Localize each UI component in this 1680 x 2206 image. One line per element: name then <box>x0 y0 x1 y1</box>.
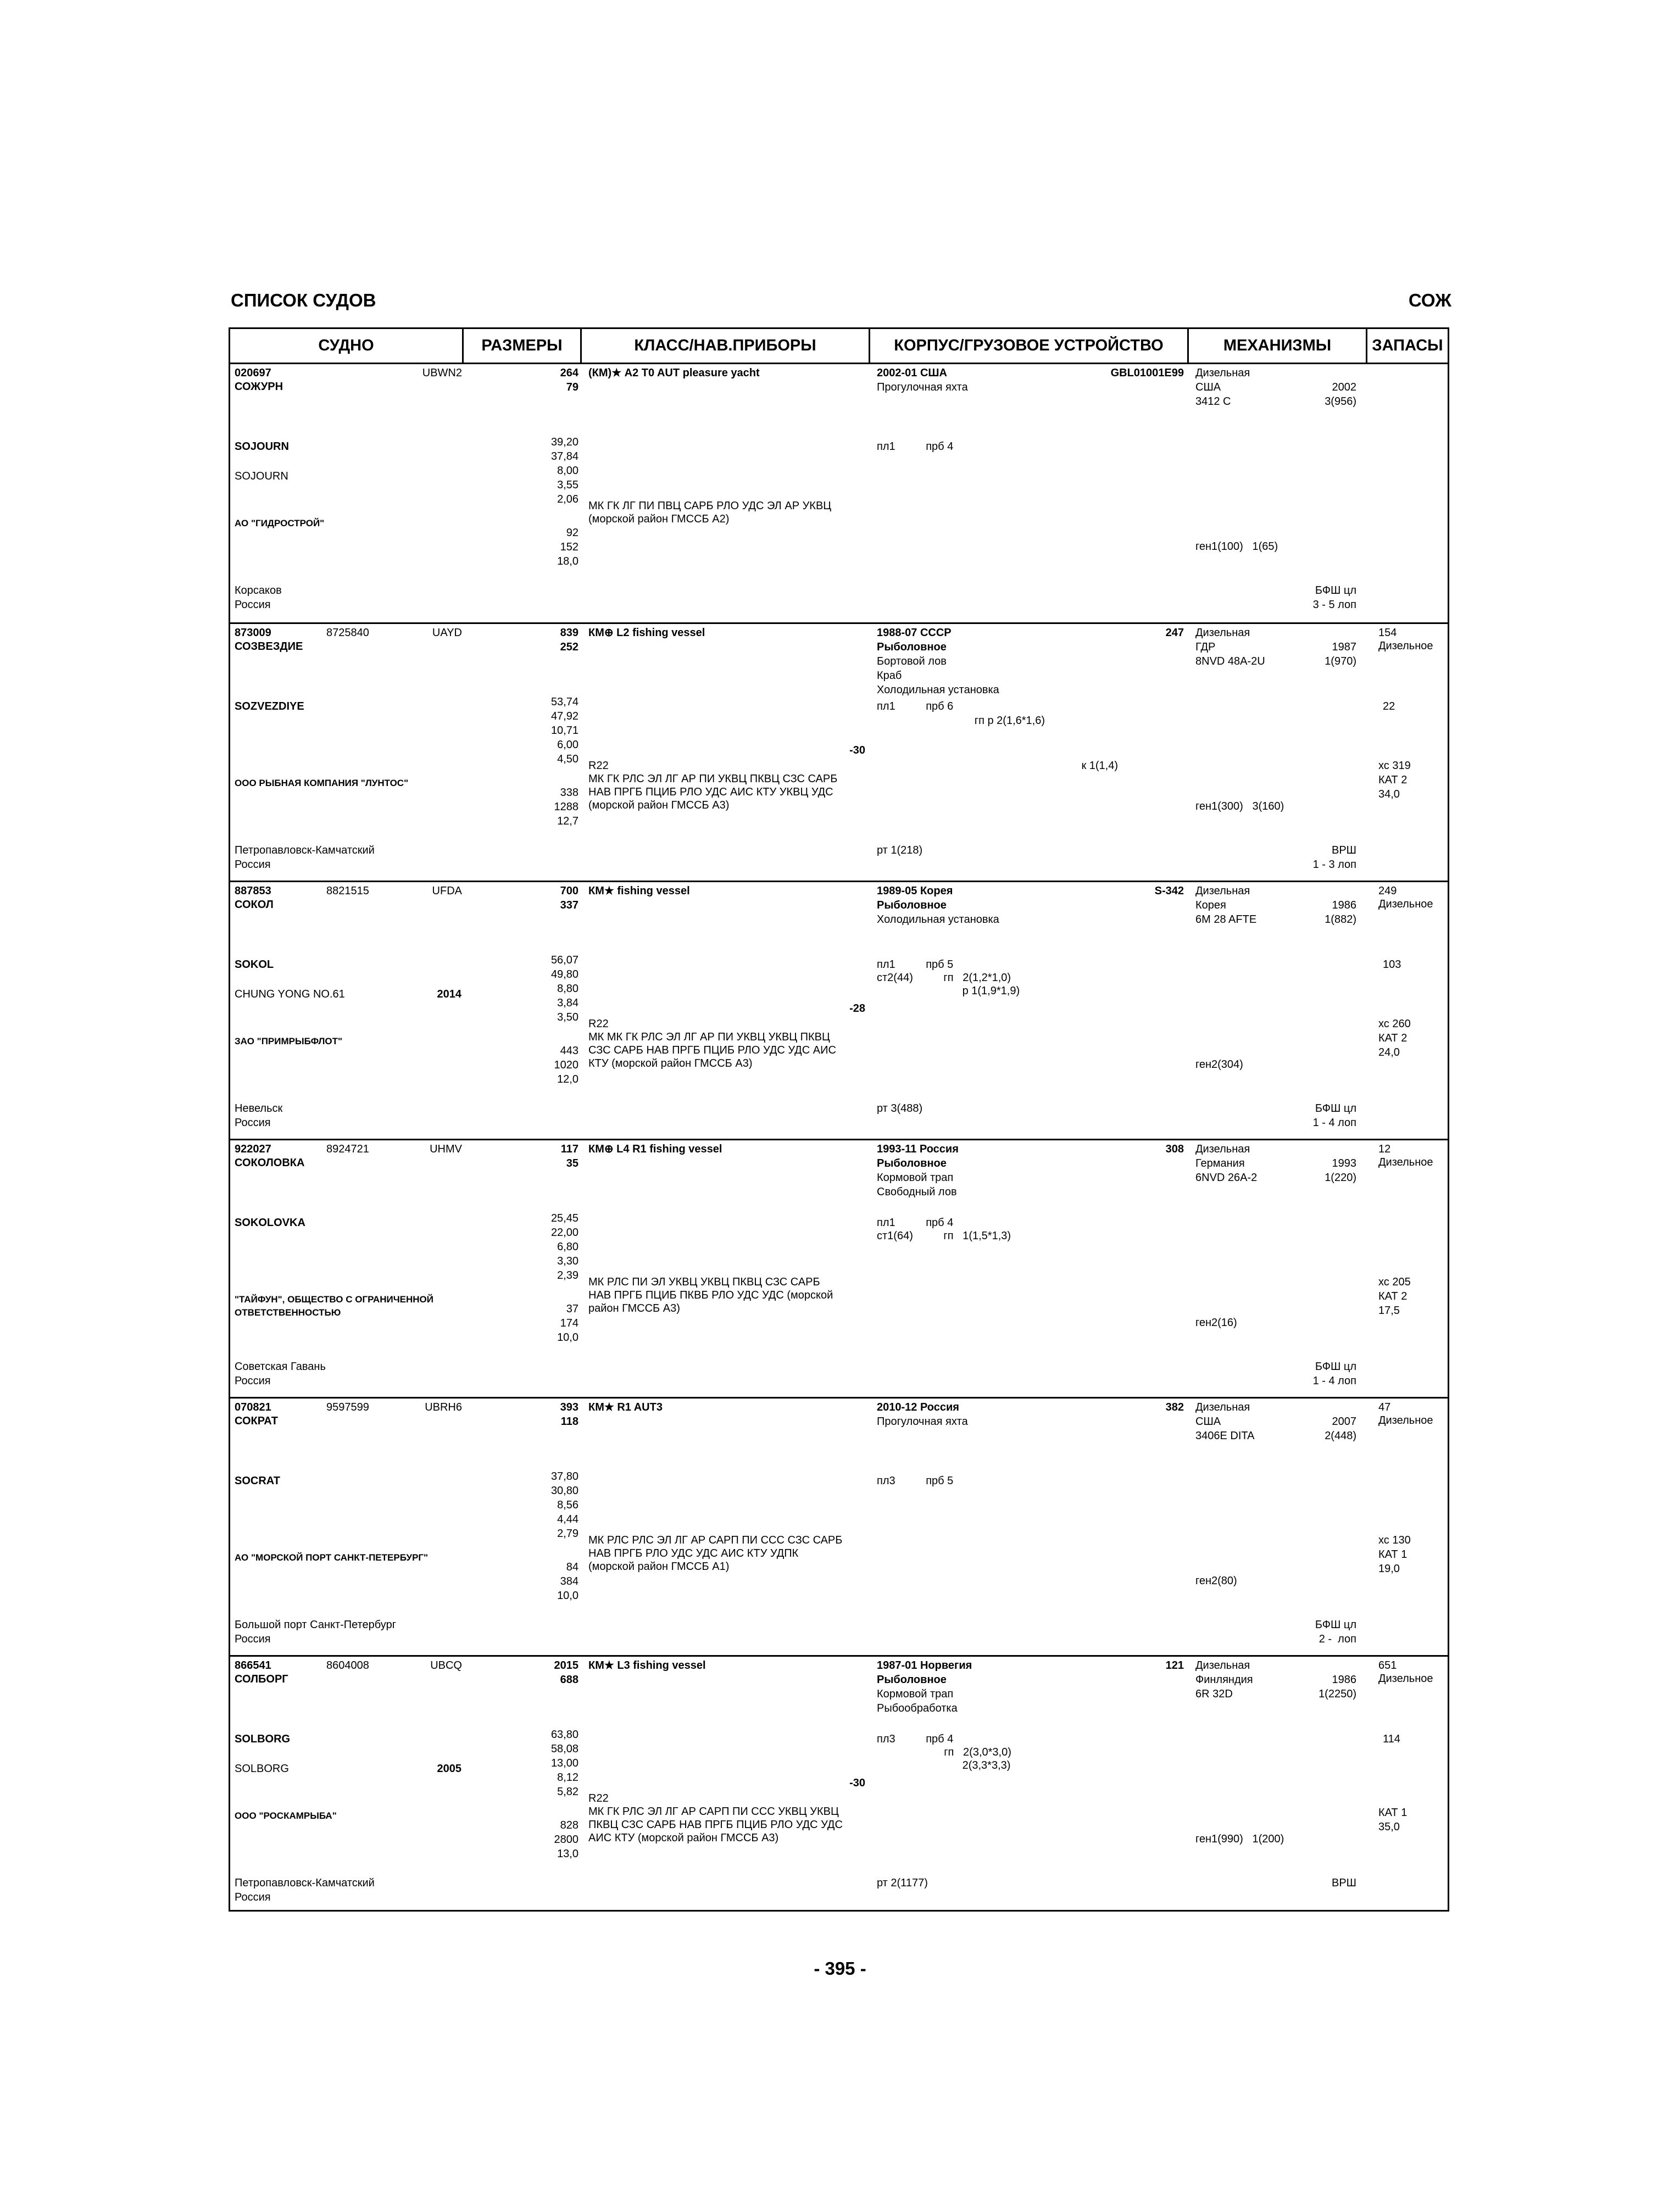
ship-name: СОЖУРН <box>235 381 283 393</box>
call-sign: UBWN2 <box>422 367 462 379</box>
owner-name: "ТАЙФУН", ОБЩЕСТВО С ОГРАНИЧЕННОЙ ОТВЕТСТВЕННОСТЬЮ <box>235 1294 433 1318</box>
engine-info: 3406E DITA <box>1195 1430 1255 1442</box>
ship-record <box>230 1139 1448 1397</box>
supply-value: хс 205 <box>1378 1276 1411 1288</box>
capacity-value: 10,0 <box>557 1590 578 1602</box>
reg-number: 020697 <box>235 367 271 379</box>
capacity-value: 174 <box>560 1317 578 1329</box>
col-header-hull: КОРПУС/ГРУЗОВОЕ УСТРОЙСТВО <box>870 329 1189 364</box>
engine-year: 1986 <box>1332 1674 1356 1686</box>
hull-built: 1988-07 СССР <box>877 627 952 639</box>
engine-power: 2(448) <box>1325 1430 1356 1442</box>
call-sign: UHMV <box>430 1143 462 1155</box>
latin-name: SOKOL <box>235 959 274 971</box>
hull-bottom: рт 3(488) <box>877 1102 923 1115</box>
propeller-type: БФШ цл <box>1315 1361 1356 1373</box>
supply-value: КАТ 1 <box>1378 1548 1408 1561</box>
generator-info: ген1(100) 1(65) <box>1195 541 1278 553</box>
generator-info: ген2(16) <box>1195 1317 1237 1329</box>
engine-power: 1(882) <box>1325 913 1356 926</box>
nav-equipment: R22 МК ГК РЛС ЭЛ ЛГ АР САРП ПИ ССС УКВЦ УКВЦ ПКВЦ СЗС САРБ НАВ ПРГБ ПЦИБ РЛО УДС УДС АИС КТУ (морской район ГМССБ A3) <box>588 1792 843 1844</box>
hull-bottom: рт 2(1177) <box>877 1877 928 1889</box>
dimension-value: 39,20 <box>550 436 578 448</box>
hatch-info: гп р 2(1,6*1,6) <box>877 715 1045 727</box>
call-sign: UAYD <box>432 627 462 639</box>
propeller-blades: 1 - 3 лоп <box>1312 859 1356 871</box>
class-notation: КМ★ L3 fishing vessel <box>588 1659 706 1672</box>
former-year: 2005 <box>437 1763 461 1775</box>
supply-value: КАТ 2 <box>1378 1290 1408 1302</box>
supply-value: хс 260 <box>1378 1018 1411 1030</box>
owner-name: ЗАО "ПРИМРЫБФЛОТ" <box>235 1036 343 1046</box>
engine-info: 6M 28 AFTE <box>1195 913 1257 926</box>
supply-value: 35,0 <box>1378 1821 1400 1833</box>
owner-name: ООО "РОСКАМРЫБА" <box>235 1811 337 1821</box>
call-sign: UFDA <box>432 885 462 897</box>
reg-number: 887853 <box>235 885 271 897</box>
former-year: 2014 <box>437 988 461 1000</box>
dimension-value: 3,84 <box>557 997 578 1009</box>
generator-info: ген2(80) <box>1195 1575 1237 1587</box>
col-header-ship: СУДНО <box>230 329 464 364</box>
imo-number: 8725840 <box>326 627 369 639</box>
water-supply: 114 <box>1383 1733 1400 1745</box>
hull-info: Бортовой лов <box>877 655 947 667</box>
call-sign: UBCQ <box>430 1659 462 1672</box>
nav-equipment: R22 МК МК ГК РЛС ЭЛ ЛГ АР ПИ УКВЦ УКВЦ ПКВЦ СЗС САРБ НАВ ПРГБ ПЦИБ РЛО УДС УДС АИС КТУ (морской район ГМССБ A3) <box>588 1018 836 1069</box>
engine-info: Дизельная <box>1195 1401 1250 1413</box>
ship-record <box>230 1655 1448 1913</box>
fuel-supply: 154 Дизельное <box>1378 627 1433 652</box>
class-notation: (КМ)★ A2 T0 AUT pleasure yacht <box>588 367 760 379</box>
capacity-value: 84 <box>566 1561 578 1573</box>
ship-name: СОКРАТ <box>235 1415 278 1427</box>
call-sign: UBRH6 <box>425 1401 462 1413</box>
ship-record <box>230 881 1448 1139</box>
fuel-supply: 12 Дизельное <box>1378 1143 1433 1168</box>
imo-number: 8821515 <box>326 885 369 897</box>
country: Россия <box>235 1375 271 1387</box>
capacity-value: 18,0 <box>557 555 578 567</box>
capacity-value: 13,0 <box>557 1848 578 1860</box>
propeller-blades: 1 - 4 лоп <box>1312 1117 1356 1129</box>
tonnage-value: 252 <box>560 641 578 653</box>
reg-number: 922027 <box>235 1143 271 1155</box>
class-notation: КМ★ R1 AUT3 <box>588 1401 663 1413</box>
dimension-value: 5,82 <box>557 1786 578 1798</box>
fuel-supply: 249 Дизельное <box>1378 885 1433 910</box>
capacity-value: 152 <box>560 541 578 553</box>
tonnage-value: 393 <box>560 1401 578 1413</box>
latin-name: SOZVEZDIYE <box>235 700 304 712</box>
former-name: SOJOURN <box>235 470 288 482</box>
supply-value: КАТ 2 <box>1378 1032 1408 1044</box>
ship-name: СОКОЛОВКА <box>235 1157 305 1169</box>
former-name: SOLBORG <box>235 1763 289 1775</box>
capacity-value: 2800 <box>554 1834 578 1846</box>
propeller-blades: 2 - лоп <box>1319 1633 1356 1645</box>
generator-info: ген2(304) <box>1195 1059 1243 1071</box>
ship-record <box>230 622 1448 881</box>
imo-number: 8604008 <box>326 1659 369 1672</box>
dimension-value: 8,00 <box>557 465 578 477</box>
latin-name: SOLBORG <box>235 1733 291 1745</box>
class-notation: КМ⊕ L2 fishing vessel <box>588 627 705 639</box>
engine-info: США <box>1195 1416 1221 1428</box>
dimension-value: 3,50 <box>557 1011 578 1023</box>
hull-code: S-342 <box>1154 885 1184 897</box>
hull-info: Кормовой трап <box>877 1688 954 1700</box>
country: Россия <box>235 1117 271 1129</box>
latin-name: SOCRAT <box>235 1475 280 1487</box>
reg-number: 866541 <box>235 1659 271 1672</box>
engine-power: 1(2250) <box>1319 1688 1356 1700</box>
nav-equipment: R22 МК ГК РЛС ЭЛ ЛГ АР ПИ УКВЦ ПКВЦ СЗС САРБ НАВ ПРГБ ПЦИБ РЛО УДС АИС КТУ УКВЦ УДС (морской район ГМССБ A3) <box>588 760 838 811</box>
dimension-value: 37,80 <box>550 1470 578 1483</box>
propeller-type: ВРШ <box>1331 1877 1356 1889</box>
dimension-value: 2,39 <box>557 1269 578 1282</box>
dimension-value: 53,74 <box>550 696 578 708</box>
engine-power: 3(956) <box>1325 395 1356 408</box>
tonnage-value: 117 <box>560 1143 578 1155</box>
dimension-value: 13,00 <box>550 1757 578 1769</box>
imo-number: 9597599 <box>326 1401 369 1413</box>
owner-name: АО "МОРСКОЙ ПОРТ САНКТ-ПЕТЕРБУРГ" <box>235 1552 429 1563</box>
latin-name: SOJOURN <box>235 441 289 453</box>
reg-number: 070821 <box>235 1401 271 1413</box>
page-header-title: СПИСОК СУДОВ <box>231 290 376 310</box>
tonnage-value: 79 <box>566 381 578 393</box>
engine-info: Дизельная <box>1195 1659 1250 1672</box>
page-header-key: СОЖ <box>1408 290 1451 310</box>
ship-record <box>230 364 1448 622</box>
engine-info: 6NVD 26A-2 <box>1195 1172 1258 1184</box>
dimension-value: 6,80 <box>557 1241 578 1253</box>
engine-info: 6R 32D <box>1195 1688 1233 1700</box>
supply-value: хс 319 <box>1378 760 1411 772</box>
engine-info: Германия <box>1195 1157 1245 1169</box>
engine-year: 1986 <box>1332 899 1356 911</box>
engine-info: Корея <box>1195 899 1226 911</box>
hull-info: Кормовой трап <box>877 1172 954 1184</box>
dimension-value: 6,00 <box>557 739 578 751</box>
supply-value: КАТ 1 <box>1378 1807 1408 1819</box>
tonnage-value: 337 <box>560 899 578 911</box>
hull-info: Прогулочная яхта <box>877 381 968 393</box>
latin-name: SOKOLOVKA <box>235 1217 305 1229</box>
hull-code: GBL01001E99 <box>1110 367 1184 379</box>
capacity-value: 1020 <box>554 1059 578 1071</box>
generator-info: ген1(300) 3(160) <box>1195 800 1284 812</box>
owner-name: ООО РЫБНАЯ КОМПАНИЯ "ЛУНТОС" <box>235 778 409 788</box>
tonnage-value: 264 <box>560 367 578 379</box>
hull-info: Рыболовное <box>877 1157 947 1169</box>
fuel-supply: 47 Дизельное <box>1378 1401 1433 1427</box>
engine-year: 2002 <box>1332 381 1356 393</box>
hull-info: Холодильная установка <box>877 913 999 926</box>
engine-info: Финляндия <box>1195 1674 1253 1686</box>
home-port: Невельск <box>235 1102 283 1115</box>
engine-info: ГДР <box>1195 641 1216 653</box>
engine-power: 1(220) <box>1325 1172 1356 1184</box>
capacity-value: 384 <box>560 1575 578 1587</box>
hull-built: 1989-05 Корея <box>877 885 953 897</box>
propeller-type: ВРШ <box>1331 844 1356 856</box>
hull-built: 1987-01 Норвегия <box>877 1659 972 1672</box>
dimension-value: 8,80 <box>557 983 578 995</box>
dimension-value: 56,07 <box>550 954 578 966</box>
dimension-value: 58,08 <box>550 1743 578 1755</box>
crane-info: к 1(1,4) <box>1081 760 1118 772</box>
ship-name: СОЗВЕЗДИЕ <box>235 640 303 653</box>
engine-power: 1(970) <box>1325 655 1356 667</box>
class-notation: КМ⊕ L4 R1 fishing vessel <box>588 1143 722 1155</box>
hull-bottom: рт 1(218) <box>877 844 923 856</box>
dimension-value: 4,44 <box>557 1513 578 1525</box>
dimension-value: 8,56 <box>557 1499 578 1511</box>
home-port: Петропавловск-Камчатский <box>235 1877 375 1889</box>
hull-built: 1993-11 Россия <box>877 1143 959 1155</box>
tonnage-value: 839 <box>560 627 578 639</box>
engine-info: Дизельная <box>1195 1143 1250 1155</box>
capacity-value: 12,7 <box>557 815 578 827</box>
propeller-type: БФШ цл <box>1315 1102 1356 1115</box>
dimension-value: 63,80 <box>550 1729 578 1741</box>
dimension-value: 37,84 <box>550 450 578 463</box>
page-number: - 395 - <box>814 1958 866 1979</box>
tonnage-value: 688 <box>560 1674 578 1686</box>
hold-info: пл1 прб 5 ст2(44) гп 2(1,2*1,0) р 1(1,9*1,9) <box>877 959 1020 997</box>
supply-value: 34,0 <box>1378 788 1400 800</box>
country: Россия <box>235 1633 271 1645</box>
hull-info: Краб <box>877 670 902 682</box>
engine-info: 8NVD 48A-2U <box>1195 655 1265 667</box>
hull-info: Рыболовное <box>877 1674 947 1686</box>
hull-info: Свободный лов <box>877 1186 957 1198</box>
former-name: CHUNG YONG NO.61 <box>235 988 345 1000</box>
dimension-value: 3,55 <box>557 479 578 491</box>
dimension-value: 25,45 <box>550 1212 578 1224</box>
nav-equipment: МК РЛС ПИ ЭЛ УКВЦ УКВЦ ПКВЦ СЗС САРБ НАВ ПРГБ ПЦИБ ПКВБ РЛО УДС УДС (морской район ГМССБ A3) <box>588 1276 833 1314</box>
dimension-value: 8,12 <box>557 1772 578 1784</box>
propeller-blades: 3 - 5 лоп <box>1312 599 1356 611</box>
engine-year: 1993 <box>1332 1157 1356 1169</box>
water-supply: 103 <box>1383 959 1401 971</box>
engine-info: 3412 C <box>1195 395 1231 408</box>
engine-info: США <box>1195 381 1221 393</box>
tonnage-value: 118 <box>560 1416 578 1428</box>
hull-info: Рыбообработка <box>877 1702 958 1714</box>
hull-built: 2002-01 США <box>877 367 947 379</box>
tonnage-value: 700 <box>560 885 578 897</box>
dimension-value: 2,06 <box>557 493 578 505</box>
dimension-value: 49,80 <box>550 968 578 981</box>
hull-code: 121 <box>1165 1659 1184 1672</box>
ship-name: СОЛБОРГ <box>235 1673 288 1685</box>
dimension-value: 10,71 <box>550 725 578 737</box>
capacity-value: 12,0 <box>557 1073 578 1085</box>
dimension-value: 47,92 <box>550 710 578 722</box>
dimension-value: 4,50 <box>557 753 578 765</box>
engine-info: Дизельная <box>1195 885 1250 897</box>
col-header-class: КЛАСС/НАВ.ПРИБОРЫ <box>582 329 870 364</box>
capacity-value: 338 <box>560 787 578 799</box>
hold-info: пл3 прб 4 гп 2(3,0*3,0) 2(3,3*3,3) <box>877 1733 1011 1772</box>
hold-info: пл3 прб 5 <box>877 1475 954 1487</box>
hull-code: 308 <box>1165 1143 1184 1155</box>
dimension-value: 2,79 <box>557 1528 578 1540</box>
col-header-supplies: ЗАПАСЫ <box>1367 329 1448 364</box>
hull-info: Рыболовное <box>877 641 947 653</box>
engine-year: 1987 <box>1332 641 1356 653</box>
hold-info: пл1 прб 6 <box>877 700 954 712</box>
capacity-value: 1288 <box>554 801 578 813</box>
home-port: Большой порт Санкт-Петербург <box>235 1619 397 1631</box>
hull-info: Холодильная установка <box>877 684 999 696</box>
fuel-supply: 651 Дизельное <box>1378 1659 1433 1685</box>
hull-built: 2010-12 Россия <box>877 1401 959 1413</box>
home-port: Советская Гавань <box>235 1361 326 1373</box>
tonnage-value: 2015 <box>554 1659 578 1672</box>
country: Россия <box>235 1891 271 1903</box>
ice-class: -28 <box>849 1002 865 1015</box>
ship-name: СОКОЛ <box>235 899 274 911</box>
country: Россия <box>235 599 271 611</box>
capacity-value: 443 <box>560 1045 578 1057</box>
supply-value: 19,0 <box>1378 1563 1400 1575</box>
hull-code: 382 <box>1165 1401 1184 1413</box>
ship-register-table <box>229 327 1449 1912</box>
tonnage-value: 35 <box>566 1157 578 1169</box>
nav-equipment: МК РЛС РЛС ЭЛ ЛГ АР САРП ПИ ССС СЗС САРБ НАВ ПРГБ РЛО УДС УДС АИС КТУ УДПК (морской район ГМССБ A1) <box>588 1534 843 1573</box>
owner-name: АО "ГИДРОСТРОЙ" <box>235 518 325 528</box>
dimension-value: 3,30 <box>557 1255 578 1267</box>
capacity-value: 10,0 <box>557 1332 578 1344</box>
ice-class: -30 <box>849 744 865 756</box>
col-header-machinery: МЕХАНИЗМЫ <box>1189 329 1367 364</box>
capacity-value: 37 <box>566 1303 578 1315</box>
propeller-blades: 1 - 4 лоп <box>1312 1375 1356 1387</box>
home-port: Корсаков <box>235 584 282 597</box>
engine-info: Дизельная <box>1195 627 1250 639</box>
supply-value: 17,5 <box>1378 1305 1400 1317</box>
propeller-type: БФШ цл <box>1315 584 1356 597</box>
home-port: Петропавловск-Камчатский <box>235 844 375 856</box>
col-header-dimensions: РАЗМЕРЫ <box>464 329 582 364</box>
supply-value: хс 130 <box>1378 1534 1411 1546</box>
nav-equipment: МК ГК ЛГ ПИ ПВЦ САРБ РЛО УДС ЭЛ АР УКВЦ (морской район ГМССБ A2) <box>588 500 832 525</box>
generator-info: ген1(990) 1(200) <box>1195 1833 1284 1845</box>
class-notation: КМ★ fishing vessel <box>588 885 690 897</box>
imo-number: 8924721 <box>326 1143 369 1155</box>
supply-value: 24,0 <box>1378 1046 1400 1059</box>
reg-number: 873009 <box>235 627 271 639</box>
water-supply: 22 <box>1383 700 1395 712</box>
capacity-value: 828 <box>560 1819 578 1831</box>
hull-code: 247 <box>1165 627 1184 639</box>
ice-class: -30 <box>849 1777 865 1789</box>
hold-info: пл1 прб 4 ст1(64) гп 1(1,5*1,3) <box>877 1217 1011 1242</box>
ship-record <box>230 1397 1448 1655</box>
country: Россия <box>235 859 271 871</box>
engine-info: Дизельная <box>1195 367 1250 379</box>
dimension-value: 30,80 <box>550 1485 578 1497</box>
propeller-type: БФШ цл <box>1315 1619 1356 1631</box>
capacity-value: 92 <box>566 527 578 539</box>
hull-info: Рыболовное <box>877 899 947 911</box>
dimension-value: 22,00 <box>550 1227 578 1239</box>
hold-info: пл1 прб 4 <box>877 441 954 453</box>
supply-value: КАТ 2 <box>1378 774 1408 786</box>
engine-year: 2007 <box>1332 1416 1356 1428</box>
hull-info: Прогулочная яхта <box>877 1416 968 1428</box>
